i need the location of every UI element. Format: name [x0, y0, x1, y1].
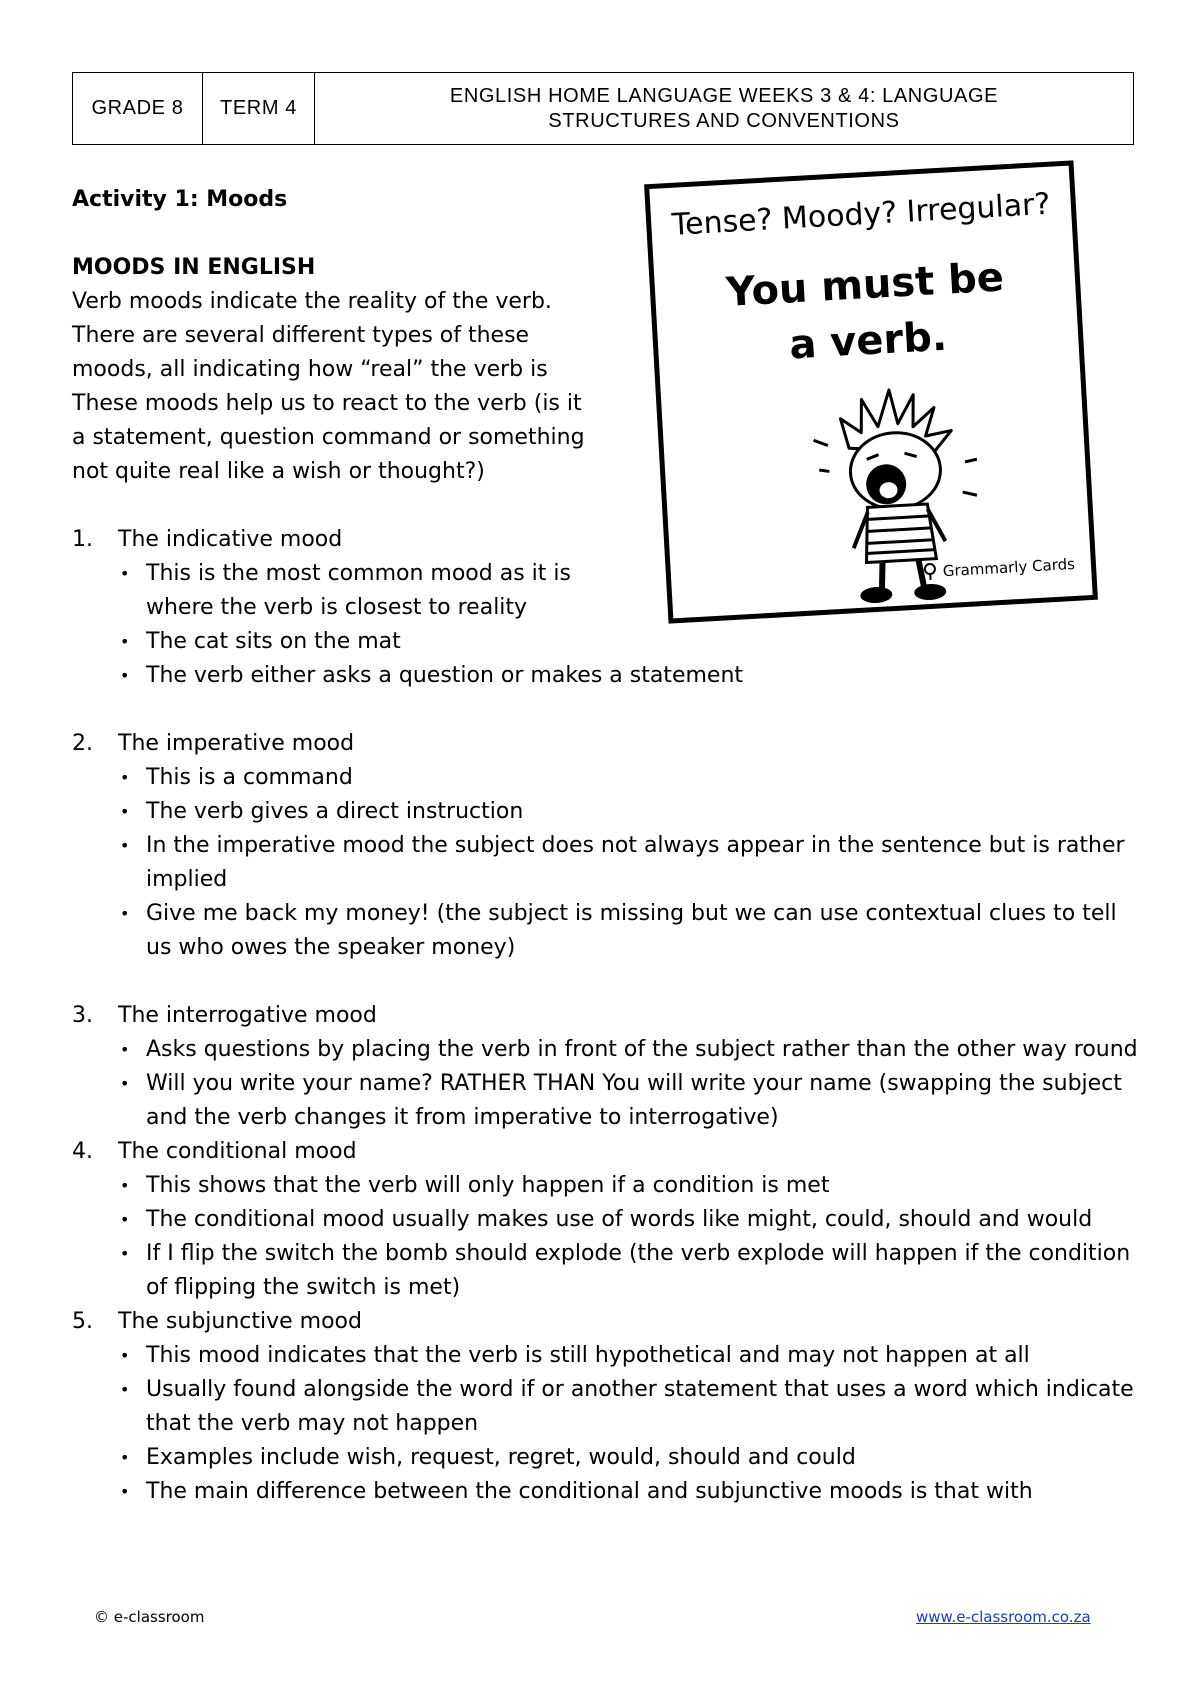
footer-copyright: © e-classroom: [94, 1608, 205, 1626]
list-item: • The cat sits on the mat: [146, 625, 1142, 659]
mood-1-bullets: [72, 554, 1142, 693]
list-item: • Will you write your name? RATHER THAN You will write your name (swapping the subject and the verb changes it from imperative to interrogative): [146, 1067, 1142, 1135]
mood-5-title: [72, 1305, 1142, 1339]
intro-paragraph: [72, 285, 652, 489]
section-heading: MOODS IN ENGLISH: [72, 255, 316, 280]
list-item: • Examples include wish, request, regret, would, should and could: [146, 1441, 1142, 1475]
mood-number: 4.: [72, 1139, 93, 1164]
title-line-2: STRUCTURES AND CONVENTIONS: [548, 109, 900, 132]
list-item: • If I flip the switch the bomb should explode (the verb explode will happen if the condition of flipping the switch is met): [146, 1237, 1142, 1305]
title-cell: [315, 73, 1133, 144]
intro-line: Verb moods indicate the reality of the verb.: [72, 289, 552, 314]
mood-4-title: [72, 1135, 1142, 1169]
mood-1-title: [72, 523, 1142, 557]
mood-4-bullets: [72, 1169, 1142, 1305]
mood-number: 5.: [72, 1309, 93, 1334]
activity-title: Activity 1: Moods: [72, 187, 288, 212]
mood-3-bullets: [72, 1033, 1142, 1135]
card-line-2: a verb.: [788, 313, 949, 369]
mood-2-bullets: [72, 761, 1142, 965]
mood-number: 2.: [72, 731, 93, 756]
card-line-1: You must be: [724, 254, 1006, 316]
term-cell: TERM 4: [203, 73, 315, 144]
intro-line: These moods help us to react to the verb (is it: [72, 391, 582, 416]
mood-2-title: [72, 727, 1142, 761]
list-item: • Usually found alongside the word if or another statement that uses a word which indicate that the verb may not happen: [146, 1373, 1142, 1441]
title-line-1: ENGLISH HOME LANGUAGE WEEKS 3 & 4: LANGUAGE: [449, 84, 999, 107]
mood-number: 1.: [72, 527, 93, 552]
list-item: • This is a command: [146, 761, 1142, 795]
list-item: • In the imperative mood the subject does not always appear in the sentence but is rather implied: [146, 829, 1142, 897]
list-item: • The conditional mood usually makes use of words like might, could, should and would: [146, 1203, 1142, 1237]
mood-name: The interrogative mood: [118, 1003, 377, 1028]
intro-line: moods, all indicating how “real” the verb is: [72, 357, 548, 382]
mood-name: The imperative mood: [118, 731, 355, 756]
intro-line: There are several different types of these: [72, 323, 530, 348]
header-table: [72, 72, 1134, 145]
list-item: • Asks questions by placing the verb in front of the subject rather than the other way round: [146, 1033, 1142, 1067]
intro-line: a statement, question command or something: [72, 425, 585, 450]
mood-3-title: [72, 999, 1142, 1033]
mood-name: The indicative mood: [118, 527, 343, 552]
footer-website-link[interactable]: www.e-classroom.co.za: [916, 1608, 1091, 1626]
mood-5-bullets: [72, 1339, 1142, 1509]
list-item: • The verb either asks a question or makes a statement: [146, 659, 1142, 693]
mood-name: The conditional mood: [118, 1139, 357, 1164]
bullet-text: • This is the most common mood as it is: [146, 561, 571, 586]
list-item: [146, 554, 1142, 625]
list-item: • This mood indicates that the verb is still hypothetical and may not happen at all: [146, 1339, 1142, 1373]
list-item: • This shows that the verb will only happen if a condition is met: [146, 1169, 1142, 1203]
grade-cell: GRADE 8: [73, 73, 203, 144]
card-question: Tense? Moody? Irregular?: [670, 186, 1052, 243]
list-item: • The main difference between the conditional and subjunctive moods is that with: [146, 1475, 1142, 1509]
list-item: • Give me back my money! (the subject is missing but we can use contextual clues to tell us who owes the speaker money): [146, 897, 1142, 965]
mood-number: 3.: [72, 1003, 93, 1028]
mood-name: The subjunctive mood: [118, 1309, 362, 1334]
bullet-text-cont: where the verb is closest to reality: [146, 595, 528, 620]
card-brand-name: Grammarly Cards: [942, 554, 1076, 581]
list-item: • The verb gives a direct instruction: [146, 795, 1142, 829]
intro-line: not quite real like a wish or thought?): [72, 459, 485, 484]
main-content: [72, 183, 1142, 1509]
